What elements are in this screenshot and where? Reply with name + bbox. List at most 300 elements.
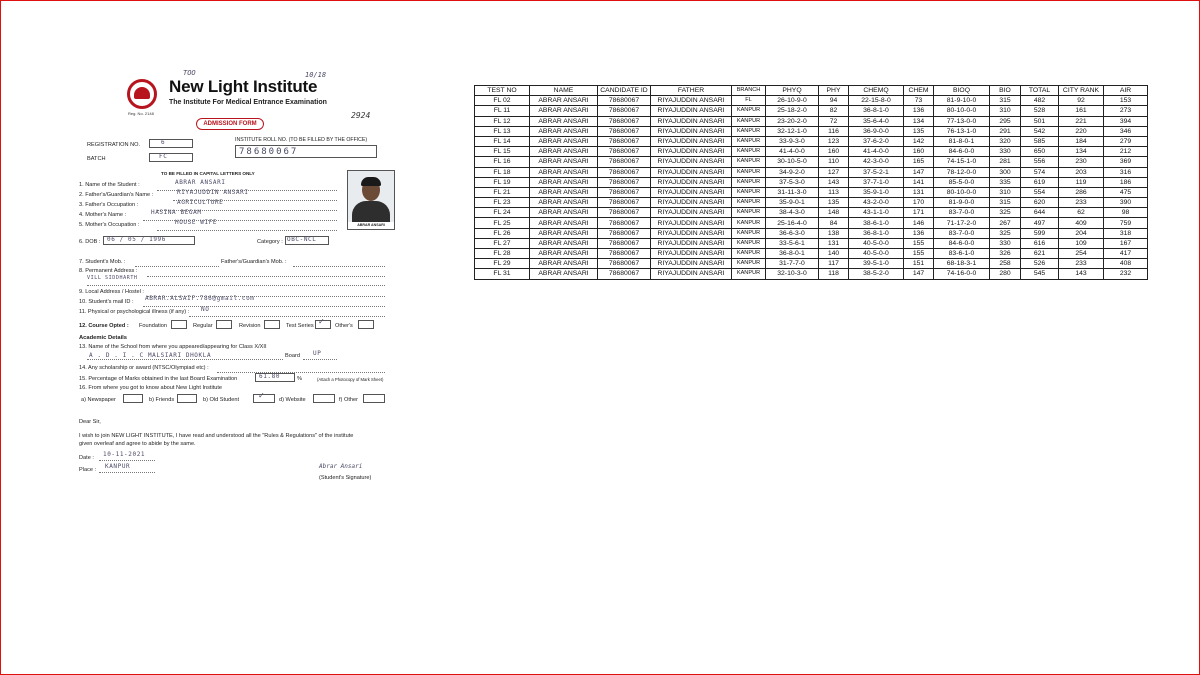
table-cell: 320 (990, 136, 1021, 146)
batch-field (149, 153, 193, 162)
field-label: 1. Name of the Student : (79, 182, 140, 188)
table-cell: 233 (1059, 198, 1104, 208)
table-cell: RIYAJUDDIN ANSARI (651, 167, 732, 177)
school-label: 13. Name of the School from where you appeared/appearing for Class X/XII (79, 344, 267, 350)
photo-caption: ABRAR ANSARI (348, 222, 394, 229)
table-cell: 123 (819, 136, 849, 146)
table-cell: ABRAR ANSARI (530, 208, 598, 218)
table-cell: RIYAJUDDIN ANSARI (651, 208, 732, 218)
father-name-value: RIYAJUDDIN ANSARI (177, 189, 249, 196)
registration-label: REGISTRATION NO. (87, 142, 141, 148)
course-option: Test Series (286, 323, 314, 329)
table-cell: 117 (819, 259, 849, 269)
table-cell: 80-10-0-0 (934, 106, 990, 116)
table-cell: 146 (904, 218, 934, 228)
column-header: PHYQ (766, 86, 819, 96)
column-header: BRANCH (732, 86, 766, 96)
table-cell: 36-6-3-0 (766, 228, 819, 238)
table-cell: KANPUR (732, 136, 766, 146)
table-cell: 171 (904, 208, 934, 218)
table-cell: 85-5-0-0 (934, 177, 990, 187)
table-cell: 26-10-9-0 (766, 96, 819, 106)
table-cell: 574 (1021, 167, 1059, 177)
table-cell: 160 (819, 147, 849, 157)
table-cell: 394 (1104, 116, 1148, 126)
field-label: 2. Father's/Guardian's Name : (79, 192, 154, 198)
table-cell: 545 (1021, 269, 1059, 279)
roll-label: INSTITUTE ROLL NO. (TO BE FILLED BY THE OFFICE) (235, 137, 368, 143)
table-cell: 267 (990, 218, 1021, 228)
email-label: 10. Student's mail ID : (79, 299, 134, 305)
dob-label: 6. DOB : (79, 239, 101, 245)
column-header: CHEMQ (849, 86, 904, 96)
table-cell: 78680067 (598, 167, 651, 177)
table-cell: RIYAJUDDIN ANSARI (651, 147, 732, 157)
table-cell: RIYAJUDDIN ANSARI (651, 249, 732, 259)
student-mob-label: 7. Student's Mob. : (79, 259, 126, 265)
academic-heading: Academic Details (79, 335, 128, 341)
table-cell: FL 28 (475, 249, 530, 259)
table-cell: 232 (1104, 269, 1148, 279)
table-cell: ABRAR ANSARI (530, 249, 598, 259)
table-cell: 78680067 (598, 249, 651, 259)
table-cell: 38-4-3-0 (766, 208, 819, 218)
course-checkbox (358, 320, 374, 329)
table-cell: 43-1-1-0 (849, 208, 904, 218)
table-cell: KANPUR (732, 126, 766, 136)
declaration-line-2: given overleaf and agree to abide by the same. (79, 441, 196, 447)
mother-name-value: HASINA BEGAM (151, 209, 202, 216)
table-cell: 254 (1059, 249, 1104, 259)
table-cell: 390 (1104, 198, 1148, 208)
table-cell: FL 27 (475, 238, 530, 248)
table-cell: 585 (1021, 136, 1059, 146)
table-cell: 528 (1021, 106, 1059, 116)
registration-value: 6 (161, 139, 166, 146)
institute-logo-icon (125, 75, 165, 115)
table-cell: 542 (1021, 126, 1059, 136)
table-cell: RIYAJUDDIN ANSARI (651, 126, 732, 136)
table-cell: 83-6-1-0 (934, 249, 990, 259)
institute-tagline: The Institute For Medical Entrance Examination (169, 99, 327, 106)
table-cell: 32-10-3-0 (766, 269, 819, 279)
board-label: Board (285, 353, 300, 359)
table-cell: ABRAR ANSARI (530, 157, 598, 167)
source-option: f) Other (339, 397, 358, 403)
table-cell: 315 (990, 198, 1021, 208)
table-row (475, 96, 1148, 106)
student-name-value: ABRAR ANSARI (175, 179, 226, 186)
table-cell: 475 (1104, 187, 1148, 197)
table-cell: 78680067 (598, 198, 651, 208)
table-cell: FL 14 (475, 136, 530, 146)
table-cell: FL 24 (475, 208, 530, 218)
table-cell: 233 (1059, 259, 1104, 269)
table-cell: 142 (904, 136, 934, 146)
illness-label: 11. Physical or psychological illness (if any) : (79, 309, 190, 315)
table-cell: 43-2-0-0 (849, 198, 904, 208)
table-header-row (475, 86, 1148, 96)
table-cell: 23-20-2-0 (766, 116, 819, 126)
table-cell: 326 (990, 249, 1021, 259)
institute-name: New Light Institute (169, 77, 318, 96)
table-cell: 616 (1021, 238, 1059, 248)
table-cell: RIYAJUDDIN ANSARI (651, 228, 732, 238)
table-cell: 286 (1059, 187, 1104, 197)
column-header: CHEM (904, 86, 934, 96)
table-cell: RIYAJUDDIN ANSARI (651, 259, 732, 269)
table-cell: 74-15-1-0 (934, 157, 990, 167)
table-cell: 81-9-0-0 (934, 198, 990, 208)
table-cell: 417 (1104, 249, 1148, 259)
table-cell: 113 (819, 187, 849, 197)
table-cell: 40-5-0-0 (849, 238, 904, 248)
attach-note: (Attach a Photocopy of Mark Sheet) (317, 377, 384, 382)
table-cell: 36-9-0-0 (849, 126, 904, 136)
table-cell: 316 (1104, 167, 1148, 177)
table-cell: 161 (1059, 106, 1104, 116)
table-row (475, 198, 1148, 208)
table-cell: 84 (819, 218, 849, 228)
course-option: Revision (239, 323, 261, 329)
table-cell: ABRAR ANSARI (530, 106, 598, 116)
table-cell: 92 (1059, 96, 1104, 106)
school-value: A . D . I . C MALSIARI DHOKLA (89, 352, 212, 359)
table-cell: 78680067 (598, 187, 651, 197)
table-cell: 68-18-3-1 (934, 259, 990, 269)
table-cell: RIYAJUDDIN ANSARI (651, 238, 732, 248)
table-cell: FL 29 (475, 259, 530, 269)
table-cell: 78680067 (598, 116, 651, 126)
column-header: TEST NO (475, 86, 530, 96)
table-row (475, 218, 1148, 228)
table-cell: 619 (1021, 177, 1059, 187)
top-scribble-left: TOO (183, 69, 196, 77)
table-cell: 140 (819, 249, 849, 259)
table-cell: 41-4-0-0 (766, 147, 819, 157)
table-cell: 325 (990, 228, 1021, 238)
table-cell: ABRAR ANSARI (530, 259, 598, 269)
course-label: 12. Course Opted : (79, 323, 129, 329)
table-cell: 143 (819, 177, 849, 187)
table-cell: 230 (1059, 157, 1104, 167)
table-cell: ABRAR ANSARI (530, 126, 598, 136)
table-cell: 212 (1104, 147, 1148, 157)
table-cell: 83-7-0-0 (934, 208, 990, 218)
course-option: Other's (335, 323, 353, 329)
table-cell: 148 (819, 208, 849, 218)
capital-note: TO BE FILLED IN CAPITAL LETTERS ONLY (161, 171, 255, 176)
table-cell: 134 (1059, 147, 1104, 157)
table-cell: RIYAJUDDIN ANSARI (651, 96, 732, 106)
column-header: CITY RANK (1059, 86, 1104, 96)
table-row (475, 208, 1148, 218)
table-cell: ABRAR ANSARI (530, 187, 598, 197)
table-cell: 220 (1059, 126, 1104, 136)
check-icon: ✓ (258, 391, 265, 400)
field-label: 5. Mother's Occupation : (79, 222, 140, 228)
course-checkbox (216, 320, 232, 329)
table-cell: 80-10-0-0 (934, 187, 990, 197)
field-label: 4. Mother's Name : (79, 212, 127, 218)
course-checkbox (171, 320, 187, 329)
mother-occupation-value: HOUSE WIFE (175, 219, 218, 226)
student-signature: Abrar Ansari (319, 463, 363, 470)
table-cell: FL (732, 96, 766, 106)
course-option: Regular (193, 323, 213, 329)
table-cell: 78680067 (598, 218, 651, 228)
table-cell: 78680067 (598, 228, 651, 238)
father-occupation-value: AGRICULTURE (177, 199, 224, 206)
table-cell: 127 (819, 167, 849, 177)
table-cell: 482 (1021, 96, 1059, 106)
table-cell: 78-12-0-0 (934, 167, 990, 177)
email-value: ABRAR.ALSAIF.786@gmail.com (145, 295, 255, 302)
table-cell: 33-9-3-0 (766, 136, 819, 146)
table-cell: 335 (990, 177, 1021, 187)
table-cell: 644 (1021, 208, 1059, 218)
table-row (475, 238, 1148, 248)
table-cell: FL 18 (475, 167, 530, 177)
field-label: 3. Father's Occupation : (79, 202, 139, 208)
table-cell: 36-8-0-1 (766, 249, 819, 259)
table-cell: KANPUR (732, 157, 766, 167)
table-cell: 131 (819, 238, 849, 248)
table-cell: FL 23 (475, 198, 530, 208)
table-cell: RIYAJUDDIN ANSARI (651, 269, 732, 279)
table-cell: FL 31 (475, 269, 530, 279)
table-cell: 330 (990, 238, 1021, 248)
table-row (475, 249, 1148, 259)
top-scribble-right: 10/18 (305, 71, 327, 79)
percentage-value: 61.80 (259, 373, 281, 380)
source-checkbox (177, 394, 197, 403)
table-cell: KANPUR (732, 106, 766, 116)
table-cell: KANPUR (732, 228, 766, 238)
source-option: b) Old Student (203, 397, 240, 403)
table-cell: 31-11-3-0 (766, 187, 819, 197)
table-cell: 118 (819, 269, 849, 279)
table-cell: 186 (1104, 177, 1148, 187)
table-cell: 40-5-0-0 (849, 249, 904, 259)
column-header: FATHER (651, 86, 732, 96)
table-cell: 501 (1021, 116, 1059, 126)
roll-number-field: 78680067 (235, 145, 377, 158)
column-header: NAME (530, 86, 598, 96)
table-cell: KANPUR (732, 167, 766, 177)
table-cell: KANPUR (732, 238, 766, 248)
table-cell: 36-8-1-0 (849, 228, 904, 238)
table-cell: ABRAR ANSARI (530, 198, 598, 208)
scholarship-label: 14. Any scholarship or award (NTSC/Olympiad etc) : (79, 365, 209, 371)
table-cell: 78680067 (598, 259, 651, 269)
registration-field (149, 139, 193, 148)
table-cell: 554 (1021, 187, 1059, 197)
table-cell: 37-6-2-0 (849, 136, 904, 146)
table-cell: 147 (904, 269, 934, 279)
table-cell: 77-13-0-0 (934, 116, 990, 126)
table-cell: 33-5-6-1 (766, 238, 819, 248)
table-cell: 81-8-0-1 (934, 136, 990, 146)
table-cell: 78680067 (598, 177, 651, 187)
table-cell: 82 (819, 106, 849, 116)
table-cell: 35-9-1-0 (849, 187, 904, 197)
dob-value: 06 / 05 / 1996 (107, 236, 166, 243)
table-cell: 318 (1104, 228, 1148, 238)
table-cell: 325 (990, 208, 1021, 218)
table-cell: ABRAR ANSARI (530, 177, 598, 187)
table-cell: FL 15 (475, 147, 530, 157)
signature-label: (Student's Signature) (319, 475, 372, 481)
table-cell: 291 (990, 126, 1021, 136)
table-cell: 131 (904, 187, 934, 197)
table-cell: 78680067 (598, 208, 651, 218)
percentage-label: 15. Percentage of Marks obtained in the last Board Examination (79, 376, 238, 382)
table-cell: 83-7-0-0 (934, 228, 990, 238)
form-title: ADMISSION FORM (196, 118, 264, 130)
table-cell: 38-5-2-0 (849, 269, 904, 279)
table-cell: FL 11 (475, 106, 530, 116)
table-cell: 310 (990, 187, 1021, 197)
table-cell: FL 19 (475, 177, 530, 187)
table-cell: ABRAR ANSARI (530, 238, 598, 248)
table-cell: 72 (819, 116, 849, 126)
source-option: a) Newspaper (81, 397, 116, 403)
table-cell: 135 (819, 198, 849, 208)
table-cell: RIYAJUDDIN ANSARI (651, 136, 732, 146)
table-cell: 35-6-4-0 (849, 116, 904, 126)
table-cell: 78680067 (598, 106, 651, 116)
table-cell: 221 (1059, 116, 1104, 126)
table-cell: RIYAJUDDIN ANSARI (651, 157, 732, 167)
category-value: OBC-NCL (287, 236, 317, 243)
table-cell: 78680067 (598, 136, 651, 146)
table-cell: KANPUR (732, 187, 766, 197)
date-value: 10-11-2021 (103, 451, 146, 458)
table-cell: KANPUR (732, 259, 766, 269)
table-cell: 279 (1104, 136, 1148, 146)
table-cell: ABRAR ANSARI (530, 96, 598, 106)
table-cell: 116 (819, 126, 849, 136)
table-cell: 31-7-7-0 (766, 259, 819, 269)
dear-sir: Dear Sir, (79, 419, 101, 425)
table-cell: KANPUR (732, 208, 766, 218)
table-row (475, 147, 1148, 157)
table-cell: KANPUR (732, 177, 766, 187)
table-cell: RIYAJUDDIN ANSARI (651, 116, 732, 126)
results-table (474, 85, 1148, 280)
table-cell: 204 (1059, 228, 1104, 238)
table-cell: 78680067 (598, 238, 651, 248)
table-cell: KANPUR (732, 147, 766, 157)
table-cell: 78680067 (598, 269, 651, 279)
table-cell: 84-6-0-0 (934, 238, 990, 248)
table-cell: 25-16-4-0 (766, 218, 819, 228)
table-cell: 599 (1021, 228, 1059, 238)
table-cell: 39-5-1-0 (849, 259, 904, 269)
table-cell: 37-7-1-0 (849, 177, 904, 187)
table-cell: 167 (1104, 238, 1148, 248)
source-option: d) Website (279, 397, 306, 403)
table-row (475, 167, 1148, 177)
table-cell: 37-5-3-0 (766, 177, 819, 187)
table-cell: 346 (1104, 126, 1148, 136)
table-cell: 650 (1021, 147, 1059, 157)
table-row (475, 269, 1148, 279)
table-cell: FL 02 (475, 96, 530, 106)
table-cell: 35-9-0-1 (766, 198, 819, 208)
table-cell: 78680067 (598, 147, 651, 157)
table-cell: 136 (904, 106, 934, 116)
permanent-address-label: 8. Permanent Address : (79, 268, 138, 274)
local-address-label: 9. Local Address / Hostel : (79, 289, 144, 295)
table-cell: FL 26 (475, 228, 530, 238)
source-checkbox (123, 394, 143, 403)
table-cell: RIYAJUDDIN ANSARI (651, 218, 732, 228)
table-row (475, 177, 1148, 187)
table-cell: ABRAR ANSARI (530, 269, 598, 279)
table-cell: KANPUR (732, 249, 766, 259)
table-cell: 165 (904, 157, 934, 167)
table-cell: 300 (990, 167, 1021, 177)
source-option: b) Friends (149, 397, 175, 403)
table-cell: 36-8-1-0 (849, 106, 904, 116)
table-cell: 134 (904, 116, 934, 126)
table-cell: 81-9-10-0 (934, 96, 990, 106)
table-cell: 203 (1059, 167, 1104, 177)
table-cell: 30-10-5-0 (766, 157, 819, 167)
table-row (475, 157, 1148, 167)
table-cell: 315 (990, 96, 1021, 106)
place-label: Place : (79, 467, 97, 473)
table-cell: 556 (1021, 157, 1059, 167)
table-row (475, 187, 1148, 197)
place-value: KANPUR (105, 463, 131, 470)
table-cell: 620 (1021, 198, 1059, 208)
category-label: Category : (257, 239, 283, 245)
table-cell: 42-3-0-0 (849, 157, 904, 167)
percentage-suffix: % (297, 376, 302, 382)
table-cell: RIYAJUDDIN ANSARI (651, 198, 732, 208)
table-cell: 369 (1104, 157, 1148, 167)
table-cell: KANPUR (732, 198, 766, 208)
table-cell: 281 (990, 157, 1021, 167)
table-cell: FL 16 (475, 157, 530, 167)
table-row (475, 259, 1148, 269)
table-cell: RIYAJUDDIN ANSARI (651, 106, 732, 116)
column-header: BIOQ (934, 86, 990, 96)
table-cell: FL 13 (475, 126, 530, 136)
table-cell: 310 (990, 106, 1021, 116)
table-cell: 41-4-0-0 (849, 147, 904, 157)
table-cell: RIYAJUDDIN ANSARI (651, 187, 732, 197)
table-cell: 38-6-1-0 (849, 218, 904, 228)
table-cell: ABRAR ANSARI (530, 147, 598, 157)
reg-number: Reg. No. 2148 (128, 111, 154, 116)
results-table-body (475, 96, 1148, 279)
board-value: UP (313, 350, 322, 357)
check-icon: ✓ (318, 317, 325, 326)
table-cell: 621 (1021, 249, 1059, 259)
table-cell: 84-6-0-0 (934, 147, 990, 157)
table-cell: 109 (1059, 238, 1104, 248)
table-cell: 408 (1104, 259, 1148, 269)
table-cell: ABRAR ANSARI (530, 116, 598, 126)
column-header: TOTAL (1021, 86, 1059, 96)
column-header: PHY (819, 86, 849, 96)
table-cell: 497 (1021, 218, 1059, 228)
table-cell: 22-15-8-0 (849, 96, 904, 106)
